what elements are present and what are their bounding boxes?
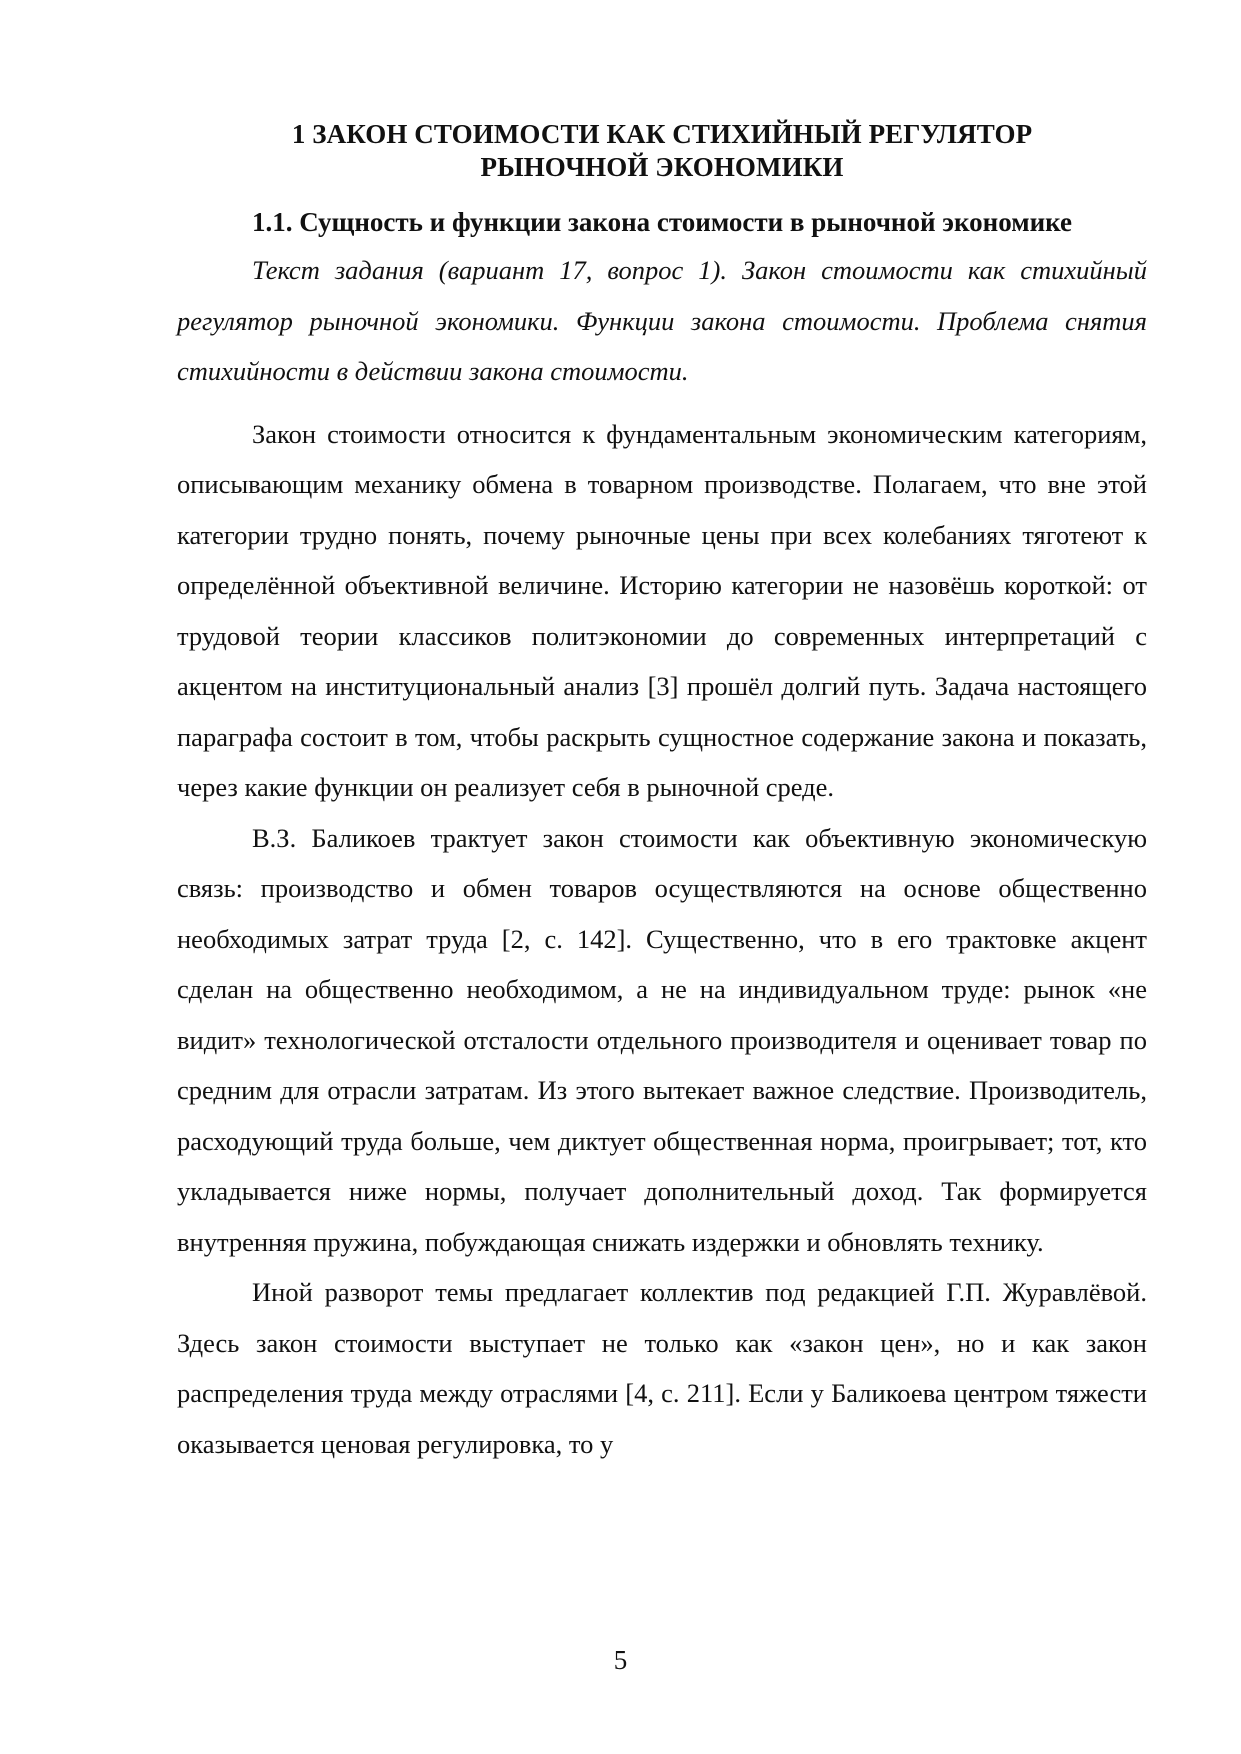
chapter-title: [177, 118, 1147, 184]
chapter-title-line-1: 1 ЗАКОН СТОИМОСТИ КАК СТИХИЙНЫЙ РЕГУЛЯТОР: [291, 119, 1033, 149]
page-number: 5: [613, 1645, 628, 1675]
section-title: 1.1. Сущность и функции закона стоимости в рыночной экономике: [251, 207, 1073, 237]
body-paragraph-3: Иной разворот темы предлагает коллектив под редакцией Г.П. Журавлёвой. Здесь закон стоимости выступает не только как «закон цен», но и как закон распределения труда между отраслями [4, с. 211]. Если у Баликоева центром тяжести оказывается ценовая регулировка, то у: [177, 1277, 1147, 1459]
body-paragraph-2: В.З. Баликоев трактует закон стоимости как объективную экономическую связь: производство и обмен товаров осуществляются на основе общественно необходимых затрат труда [2, с. 142]. Существенно, что в его трактовке акцент сделан на общественно необходимом, а не на индивидуальном труде: рынок «не видит» технологической отсталости отдельного производителя и оценивает товар по средним для отрасли затратам. Из этого вытекает важное следствие. Производитель, расходующий труда больше, чем диктует общественная норма, проигрывает; тот, кто укладывается ниже нормы, получает дополнительный доход. Так формируется внутренняя пружина, побуждающая снижать издержки и обновлять технику.: [177, 822, 1147, 1257]
chapter-title-line-2: РЫНОЧНОЙ ЭКОНОМИКИ: [480, 152, 844, 182]
page-content: [177, 118, 1147, 1469]
body-paragraph-1: Закон стоимости относится к фундаментальным экономическим категориям, описывающим механику обмена в товарном производстве. Полагаем, что вне этой категории трудно понять, почему рыночные цены при всех колебаниях тяготеют к определённой объективной величине. Историю категории не назовёшь короткой: от трудовой теории классиков политэкономии до современных интерпретаций с акцентом на институциональный анализ [3] прошёл долгий путь. Задача настоящего параграфа состоит в том, чтобы раскрыть сущностное содержание закона и показать, через какие функции он реализует себя в рыночной среде.: [177, 418, 1147, 802]
task-statement: Текст задания (вариант 17, вопрос 1). Закон стоимости как стихийный регулятор рыночной экономики. Функции закона стоимости. Проблема снятия стихийности в действии закона стоимости.: [177, 255, 1147, 386]
